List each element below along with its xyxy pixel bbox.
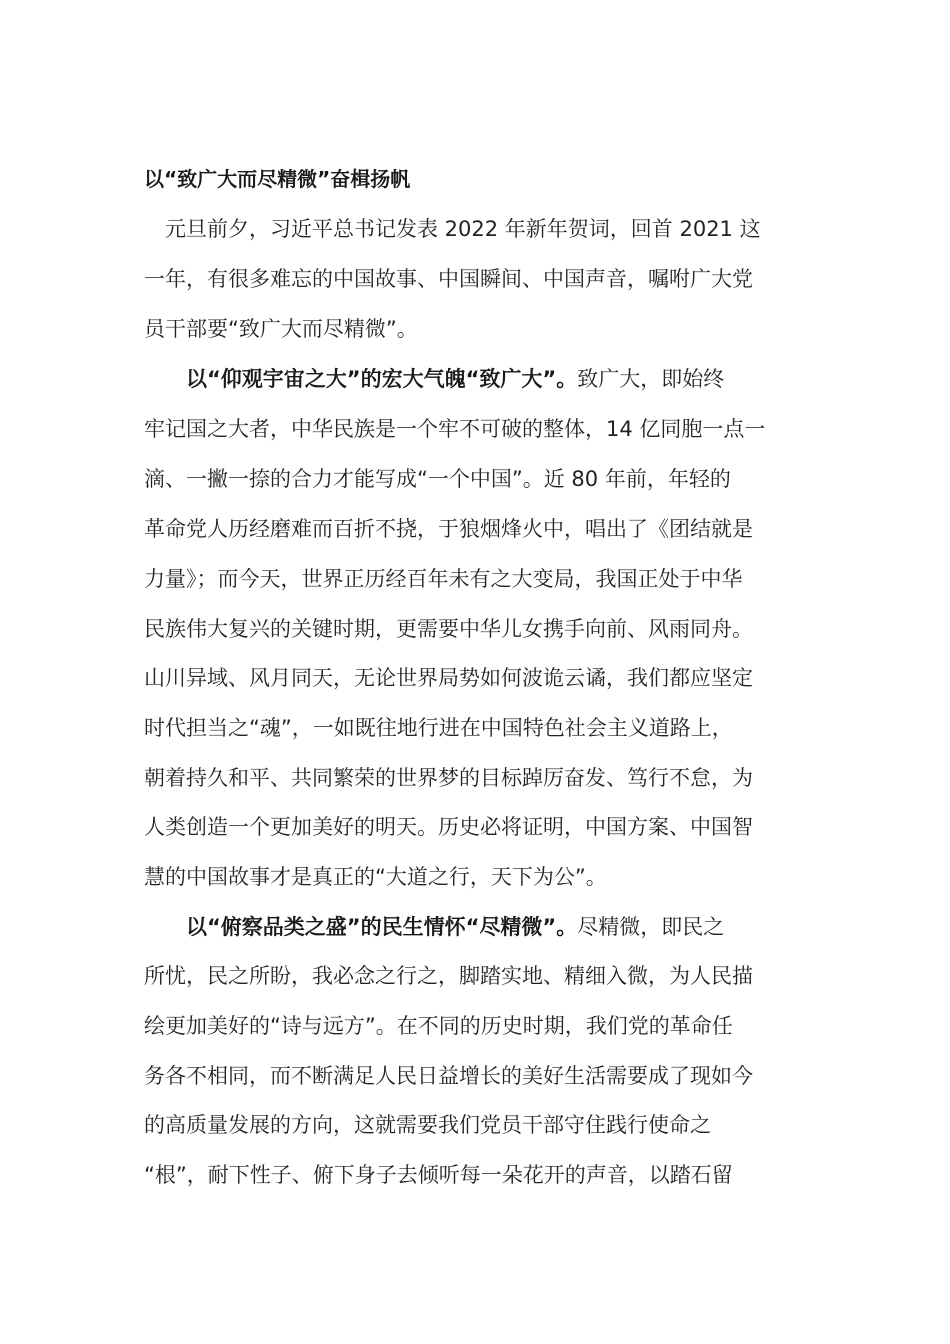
paragraph-3-line-5: 的高质量发展的方向，这就需要我们党员干部守住践行使命之 bbox=[144, 1113, 711, 1137]
paragraph-3-line-1 bbox=[186, 911, 724, 943]
paragraph-3-line-3: 绘更加美好的“诗与远方”。在不同的历史时期，我们党的革命任 bbox=[144, 1014, 733, 1038]
paragraph-1-line-3: 员干部要“致广大而尽精微”。 bbox=[144, 317, 418, 341]
paragraph-2-line-11: 慧的中国故事才是真正的“大道之行，天下为公”。 bbox=[144, 865, 607, 889]
paragraph-2-line-8: 时代担当之“魂”，一如既往地行进在中国特色社会主义道路上， bbox=[144, 716, 733, 740]
paragraph-1-line-1: 元旦前夕，习近平总书记发表 2022 年新年贺词，回首 2021 这 bbox=[165, 217, 761, 241]
paragraph-2-line-4: 革命党人历经磨难而百折不挠，于狼烟烽火中，唱出了《团结就是 bbox=[144, 517, 753, 541]
paragraph-2-heading: 以“仰观宇宙之大”的宏大气魄“致广大”。 bbox=[186, 367, 578, 391]
paragraph-3-line-4: 务各不相同，而不断满足人民日益增长的美好生活需要成了现如今 bbox=[144, 1064, 753, 1088]
paragraph-3-heading: 以“俯察品类之盛”的民生情怀“尽精微”。 bbox=[186, 915, 578, 939]
paragraph-2-line-9: 朝着持久和平、共同繁荣的世界梦的目标踔厉奋发、笃行不怠，为 bbox=[144, 766, 753, 790]
paragraph-2-line-2: 牢记国之大者，中华民族是一个牢不可破的整体，14 亿同胞一点一 bbox=[144, 417, 766, 441]
paragraph-2-line-5: 力量》；而今天，世界正历经百年未有之大变局，我国正处于中华 bbox=[144, 567, 743, 591]
paragraph-2-line-7: 山川异域、风月同天，无论世界局势如何波诡云谲，我们都应坚定 bbox=[144, 666, 753, 690]
paragraph-1-line-2: 一年，有很多难忘的中国故事、中国瞬间、中国声音，嘱咐广大党 bbox=[144, 267, 753, 291]
paragraph-3-lead: 尽精微，即民之 bbox=[577, 915, 725, 939]
paragraph-3-line-6: “根”，耐下性子、俯下身子去倾听每一朵花开的声音，以踏石留 bbox=[144, 1163, 733, 1187]
paragraph-2-line-3: 滴、一撇一捺的合力才能写成“一个中国”。近 80 年前，年轻的 bbox=[144, 467, 731, 491]
paragraph-2-line-6: 民族伟大复兴的关键时期，更需要中华儿女携手向前、风雨同舟。 bbox=[144, 617, 753, 641]
paragraph-2-line-10: 人类创造一个更加美好的明天。历史必将证明，中国方案、中国智 bbox=[144, 815, 753, 839]
paragraph-2-lead: 致广大，即始终 bbox=[577, 367, 725, 391]
paragraph-3-line-2: 所忧，民之所盼，我必念之行之，脚踏实地、精细入微，为人民描 bbox=[144, 964, 753, 988]
paragraph-2-line-1 bbox=[186, 363, 724, 395]
document-title: 以“致广大而尽精微”奋楫扬帆 bbox=[144, 167, 411, 191]
